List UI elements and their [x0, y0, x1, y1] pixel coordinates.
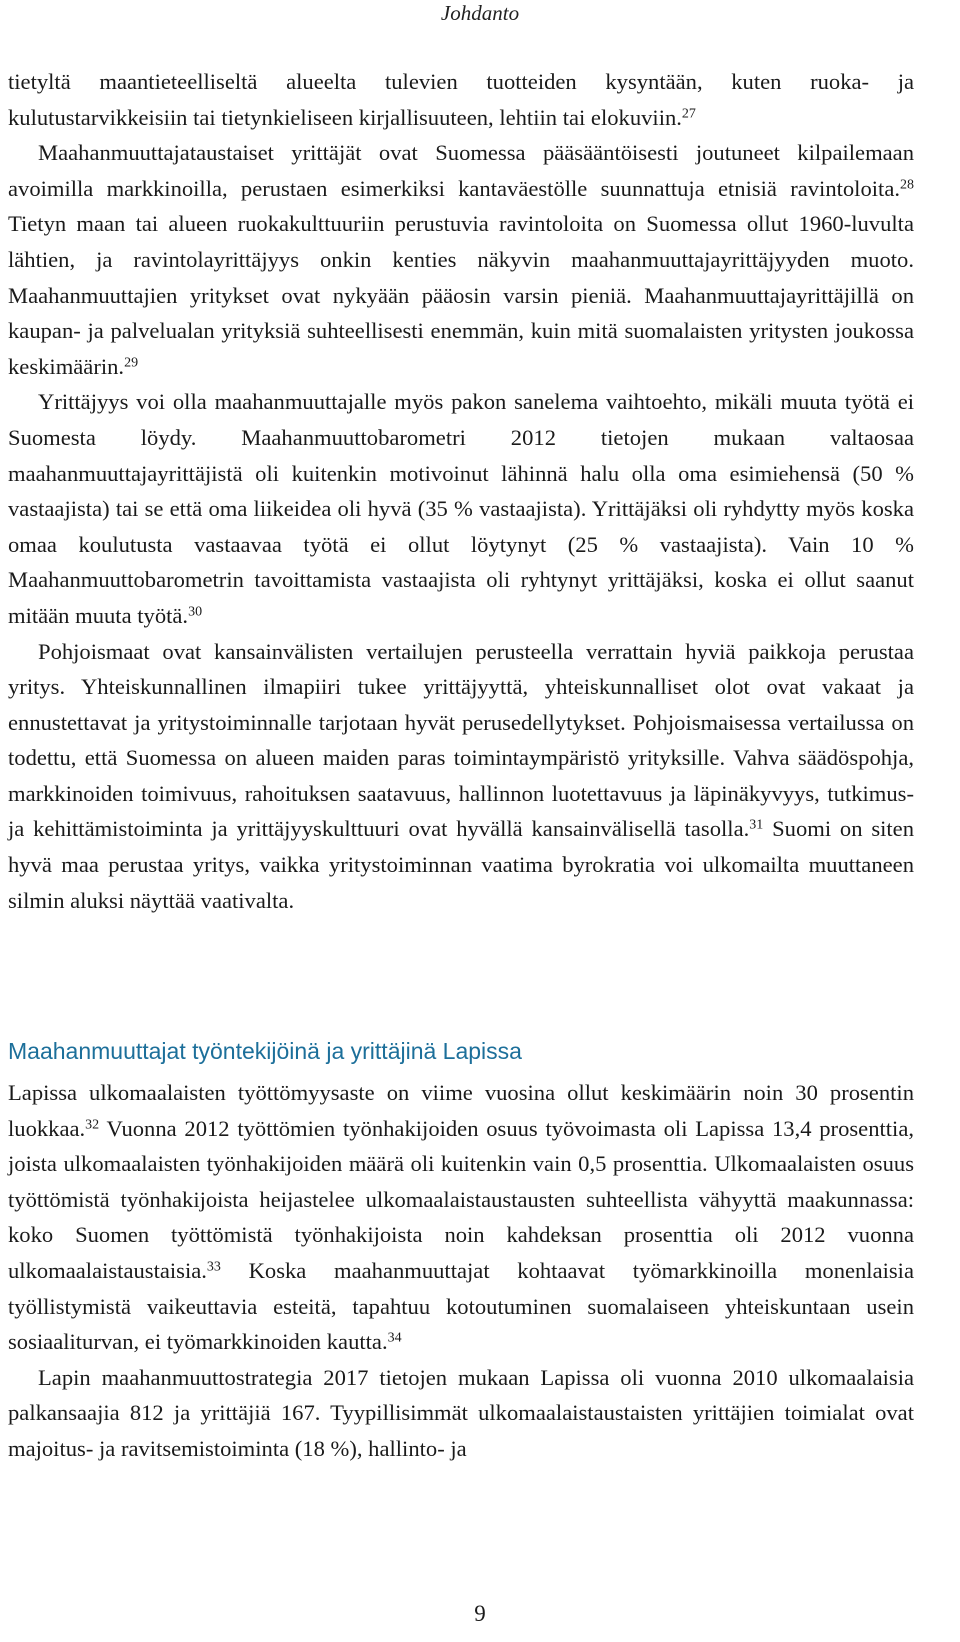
footnote-ref[interactable]: 30 — [188, 604, 203, 620]
footnote-ref[interactable]: 34 — [387, 1330, 402, 1346]
section-heading: Maahanmuuttajat työntekijöinä ja yrittäjinä Lapissa — [8, 1038, 522, 1064]
paragraph-3: Yrittäjyys voi olla maahanmuuttajalle myös pakon sanelema vaihtoehto, mikäli muuta työtä ei Suomesta löydy. Maahanmuuttobarometri 2012 tietojen mukaan valtaosaa maahanmuuttajayrittäjistä oli kuitenkin motivoinut lähinnä halu olla oma esimiehensä (50 % vastaajista) tai se että oma liikeidea oli hyvä (35 % vastaajista). Yrittäjäksi oli ryhdytty myös koska omaa koulutusta vastaavaa työtä ei ollut löytynyt (25 % vastaajista). Vain 10 % Maahanmuuttobarometrin tavoittamista vastaajista oli ryhtynyt yrittäjäksi, koska ei ollut saanut mitään muuta työtä.$^{30}$ — [8, 389, 914, 628]
footnote-ref[interactable]: 29 — [124, 355, 139, 371]
paragraph-5: Lapissa ulkomaalaisten työttömyysaste on viime vuosina ollut keskimäärin noin 30 prosentin luokkaa.$^{32}$ Vuonna 2012 työttömien työnhakijoiden osuus työvoimasta oli Lapissa 13,4 prosenttia, joista ulkomaalaisten työnhakijoiden määrä oli kuitenkin vain 0,5 prosenttia. Ulkomaalaisten osuus työttömistä työnhakijoista heijastelee ulkomaalaistaustausten suhteellista vähyyttä maakunnassa: koko Suomen työttömistä työnhakijoista noin kahdeksan prosenttia oli 2012 vuonna ulkomaalaistaustaisia.$^{33}$ Koska maahanmuuttajat kohtaavat työmarkkinoilla monenlaisia työllistymistä vaikeuttavia esteitä, tapahtuu kotoutuminen suomalaiseen yhteiskuntaan usein sosiaaliturvan, ei työmarkkinoiden kautta.$^{34}$ — [8, 1080, 914, 1355]
footnote-ref[interactable]: 28 — [900, 177, 914, 193]
paragraph-2: Maahanmuuttajataustaiset yrittäjät ovat Suomessa pääsääntöisesti joutuneet kilpailemaan avoimilla markkinoilla, perustaen esimerkiksi kantaväestölle suunnattuja etnisiä ravintoloita.$^{28}$ Tietyn maan tai alueen ruokakulttuuriin perustuvia ravintoloita on Suomessa ollut 1960-luvulta lähtien, ja ravintolayrittäjyys onkin kenties näkyvin maahanmuuttajayrittäjyyden muoto. Maahanmuuttajien yritykset ovat nykyään pääosin varsin pieniä. Maahanmuuttajayrittäjillä on kaupan- ja palvelualan yrityksiä suhteellisesti enemmän, kuin mitä suomalaisten yritysten joukossa keskimäärin.$^{29}$ — [8, 140, 914, 379]
footnote-ref[interactable]: 27 — [681, 105, 696, 121]
footnote-ref[interactable]: 33 — [206, 1259, 221, 1275]
paragraph-6: Lapin maahanmuuttostrategia 2017 tietojen mukaan Lapissa oli vuonna 2010 ulkomaalaisia palkansaajia 812 ja yrittäjiä 167. Tyypillisimmät ulkomaalaistaustaisten yrittäjien toimialat ovat majoitus- ja ravitsemistoiminta (18 %), hallinto- ja — [8, 1364, 914, 1461]
paragraph-1: tietyltä maantieteelliseltä alueelta tulevien tuotteiden kysyntään, kuten ruoka- ja kulutustarvikkeisiin tai tietynkieliseen kirjallisuuteen, lehtiin tai elokuviin.$^{27}$ — [8, 69, 914, 130]
section-1-body — [8, 64, 914, 918]
paragraph-4: Pohjoismaat ovat kansainvälisten vertailujen perusteella verrattain hyviä paikkoja perustaa yritys. Yhteiskunnallinen ilmapiiri tukee yrittäjyyttä, yhteiskunnalliset olot ovat vakaat ja ennustettavat ja yritystoiminnalle tarjotaan hyvät perusedellytykset. Pohjoismaisessa vertailussa on todettu, että Suomessa on alueen maiden paras toimintaympäristö yrityksille. Vahva säädöspohja, markkinoiden toimivuus, rahoituksen saatavuus, hallinnon luotettavuus ja läpinäkyvyys, tutkimus- ja kehittämistoiminta ja yrittäjyyskulttuuri ovat hyvällä kansainvälisellä tasolla.$^{31}$ Suomi on siten hyvä maa perustaa yritys, vaikka yritystoiminnan vaatima byrokratia voi ulkomailta muuttaneen silmin aluksi näyttää vaativalta. — [8, 638, 914, 913]
footnote-ref[interactable]: 31 — [749, 817, 764, 833]
page-number: 9 — [474, 1601, 486, 1626]
running-head: Johdanto — [440, 1, 520, 25]
section-2-body — [8, 1075, 914, 1467]
footnote-ref[interactable]: 32 — [85, 1116, 100, 1132]
